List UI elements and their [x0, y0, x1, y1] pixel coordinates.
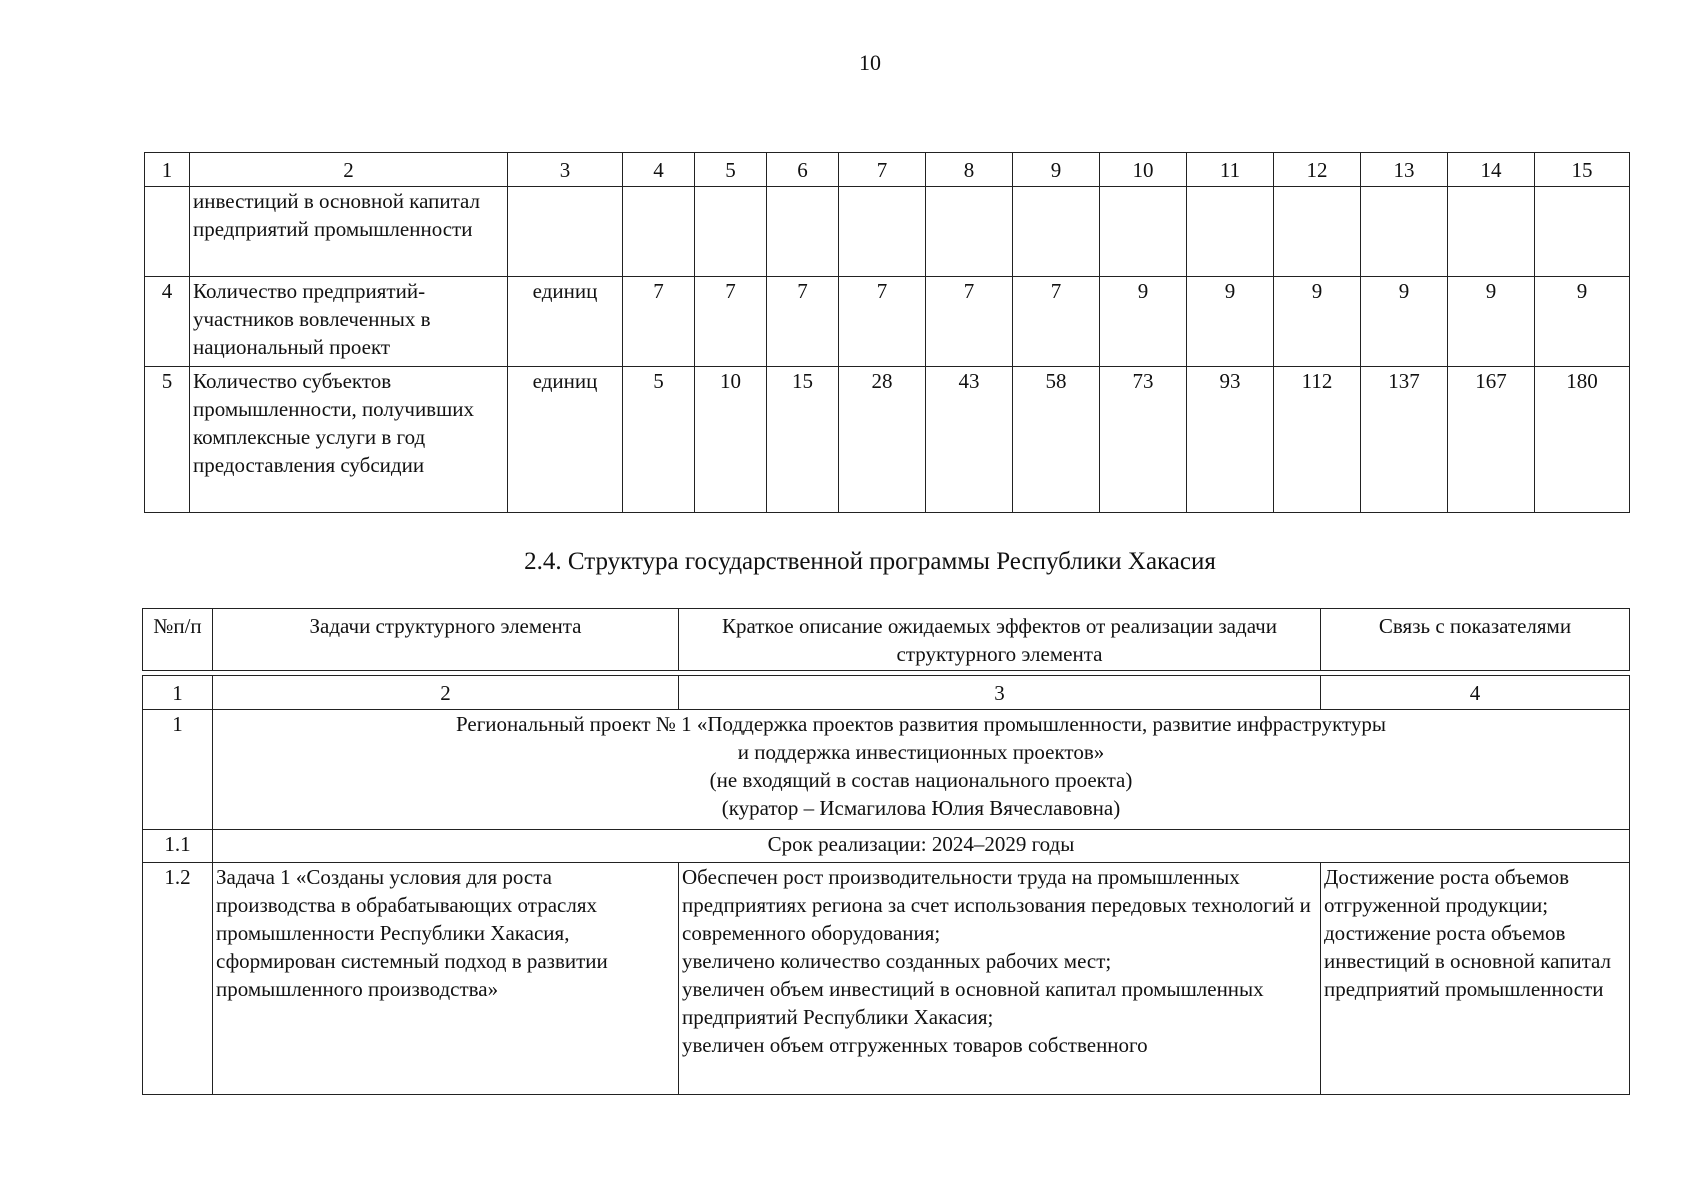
- value-cell: 167: [1448, 367, 1535, 513]
- header-number: №п/п: [143, 609, 213, 671]
- indicator-row: [145, 367, 1630, 513]
- value-cell: 15: [767, 367, 839, 513]
- value-cell: 5: [623, 367, 695, 513]
- value-cell: 10: [695, 367, 767, 513]
- value-cell: [1100, 187, 1187, 277]
- project-row: [143, 710, 1630, 830]
- column-number: 3: [679, 676, 1321, 710]
- value-cell: [1448, 187, 1535, 277]
- structure-table-header: [142, 608, 1630, 671]
- term-text: Срок реализации: 2024–2029 годы: [213, 830, 1630, 863]
- column-number: 14: [1448, 153, 1535, 187]
- value-cell: 7: [1013, 277, 1100, 367]
- column-number: 5: [695, 153, 767, 187]
- project-line: (куратор – Исмагилова Юлия Вячеславовна): [721, 796, 1121, 820]
- value-cell: 9: [1187, 277, 1274, 367]
- value-cell: 93: [1187, 367, 1274, 513]
- value-cell: 9: [1361, 277, 1448, 367]
- value-cell: [1361, 187, 1448, 277]
- value-cell: 9: [1535, 277, 1630, 367]
- project-line: и поддержка инвестиционных проектов»: [737, 740, 1105, 764]
- value-cell: 7: [839, 277, 926, 367]
- header-tasks: Задачи структурного элемента: [213, 609, 679, 671]
- indicator-name: инвестиций в основной капитал предприятий промышленности: [190, 187, 508, 277]
- column-number: 1: [145, 153, 190, 187]
- task-indicators: Достижение роста объемов отгруженной продукции; достижение роста объемов инвестиций в основной капитал предприятий промышленности: [1321, 863, 1630, 1095]
- effect-item: увеличен объем инвестиций в основной капитал промышленных предприятий Республики Хакасия;: [682, 977, 1264, 1029]
- value-cell: [1535, 187, 1630, 277]
- value-cell: 7: [767, 277, 839, 367]
- column-number: 6: [767, 153, 839, 187]
- value-cell: 9: [1100, 277, 1187, 367]
- value-cell: [1013, 187, 1100, 277]
- indicator-table: [144, 152, 1630, 513]
- effect-item: увеличено количество созданных рабочих мест;: [682, 949, 1112, 973]
- value-cell: [695, 187, 767, 277]
- row-number: 1.1: [143, 830, 213, 863]
- row-number: 5: [145, 367, 190, 513]
- page-number: 10: [859, 50, 881, 75]
- value-cell: 73: [1100, 367, 1187, 513]
- project-title: [213, 710, 1630, 830]
- structure-table: [142, 675, 1630, 1095]
- task-effects: [679, 863, 1321, 1095]
- value-cell: 43: [926, 367, 1013, 513]
- value-cell: [926, 187, 1013, 277]
- value-cell: 28: [839, 367, 926, 513]
- section-title: 2.4. Структура государственной программы Республики Хакасия: [524, 548, 1216, 575]
- row-number: [145, 187, 190, 277]
- task-description: Задача 1 «Созданы условия для роста производства в обрабатывающих отраслях промышленности Республики Хакасия, сформирован системный подход в развитии промышленного производства»: [213, 863, 679, 1095]
- column-number: 15: [1535, 153, 1630, 187]
- unit-cell: единиц: [508, 277, 623, 367]
- header-effects: Краткое описание ожидаемых эффектов от реализации задачи структурного элемента: [679, 609, 1321, 671]
- value-cell: [1187, 187, 1274, 277]
- row-number: 1: [143, 710, 213, 830]
- effect-item: увеличен объем отгруженных товаров собственного: [682, 1033, 1148, 1057]
- column-number: 4: [1321, 676, 1630, 710]
- value-cell: 58: [1013, 367, 1100, 513]
- column-number: 1: [143, 676, 213, 710]
- project-line: Региональный проект № 1 «Поддержка проектов развития промышленности, развитие инфраструктуры: [455, 712, 1387, 736]
- value-cell: [1274, 187, 1361, 277]
- structure-column-numbers: [143, 676, 1630, 710]
- column-number: 3: [508, 153, 623, 187]
- value-cell: 7: [926, 277, 1013, 367]
- header-indicators: Связь с показателями: [1321, 609, 1630, 671]
- value-cell: 9: [1274, 277, 1361, 367]
- value-cell: 7: [623, 277, 695, 367]
- value-cell: [623, 187, 695, 277]
- column-number: 13: [1361, 153, 1448, 187]
- indicator-name: Количество предприятий-участников вовлеченных в национальный проект: [190, 277, 508, 367]
- indicator-row: [145, 277, 1630, 367]
- column-number: 10: [1100, 153, 1187, 187]
- row-number: 4: [145, 277, 190, 367]
- value-cell: 137: [1361, 367, 1448, 513]
- column-number: 2: [190, 153, 508, 187]
- task-row: [143, 863, 1630, 1095]
- indicator-column-numbers: [145, 153, 1630, 187]
- value-cell: 9: [1448, 277, 1535, 367]
- project-line: (не входящий в состав национального проекта): [709, 768, 1133, 792]
- value-cell: 112: [1274, 367, 1361, 513]
- column-number: 9: [1013, 153, 1100, 187]
- column-number: 12: [1274, 153, 1361, 187]
- column-number: 4: [623, 153, 695, 187]
- value-cell: 7: [695, 277, 767, 367]
- value-cell: [767, 187, 839, 277]
- column-number: 2: [213, 676, 679, 710]
- unit-cell: единиц: [508, 367, 623, 513]
- effect-item: Обеспечен рост производительности труда на промышленных предприятиях региона за счет использования передовых технологий и современного оборудования;: [682, 865, 1311, 945]
- unit-cell: [508, 187, 623, 277]
- column-number: 11: [1187, 153, 1274, 187]
- term-row: [143, 830, 1630, 863]
- indicator-row: [145, 187, 1630, 277]
- indicator-name: Количество субъектов промышленности, получивших комплексные услуги в год предоставления субсидии: [190, 367, 508, 513]
- value-cell: 180: [1535, 367, 1630, 513]
- column-number: 7: [839, 153, 926, 187]
- row-number: 1.2: [143, 863, 213, 1095]
- value-cell: [839, 187, 926, 277]
- column-number: 8: [926, 153, 1013, 187]
